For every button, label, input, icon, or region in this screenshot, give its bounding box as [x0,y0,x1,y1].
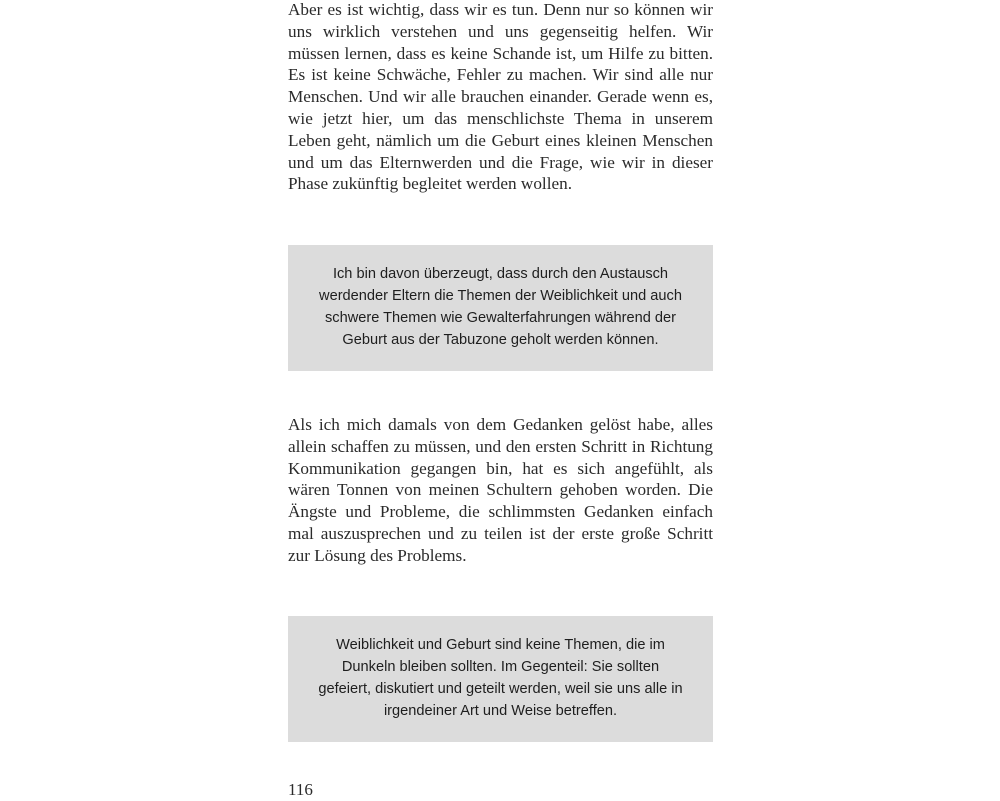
pull-quote-box [288,616,713,742]
pull-quote-text: Ich bin davon überzeugt, dass durch den Austausch werdender Eltern die Themen der Weiblichkeit und auch schwere Themen wie Gewalterfahrungen während der Geburt aus der Tabuzone geholt werden können. [319,266,682,348]
book-page [288,0,713,800]
body-paragraph: Als ich mich damals von dem Gedanken gelöst habe, alles allein schaffen zu müssen, und den ersten Schritt in Richtung Kommunikation gegangen bin, hat es sich angefühlt, als wären Tonnen von meinen Schultern gehoben worden. Die Ängste und Probleme, die schlimmsten Gedanken einfach mal auszusprechen und zu teilen ist der erste große Schritt zur Lösung des Problems. [288,415,713,565]
body-paragraph: Aber es ist wichtig, dass wir es tun. Denn nur so können wir uns wirklich verstehen und uns gegenseitig helfen. Wir müssen lernen, dass es keine Schande ist, um Hilfe zu bitten. Es ist keine Schwäche, Fehler zu machen. Wir sind alle nur Menschen. Und wir alle brauchen einander. Gerade wenn es, wie jetzt hier, um das menschlichste Thema in unserem Leben geht, nämlich um die Geburt eines kleinen Menschen und um das Elternwerden und die Frage, wie wir in dieser Phase zukünftig begleitet werden wollen. [288,0,713,194]
page-number: 116 [288,780,313,799]
pull-quote-text: Weiblichkeit und Geburt sind keine Themen, die im Dunkeln bleiben sollten. Im Gegenteil: Sie sollten gefeiert, diskutiert und geteilt werden, weil sie uns alle in irgendeiner Art und Weise betreffen. [318,637,683,719]
pull-quote-box [288,245,713,371]
